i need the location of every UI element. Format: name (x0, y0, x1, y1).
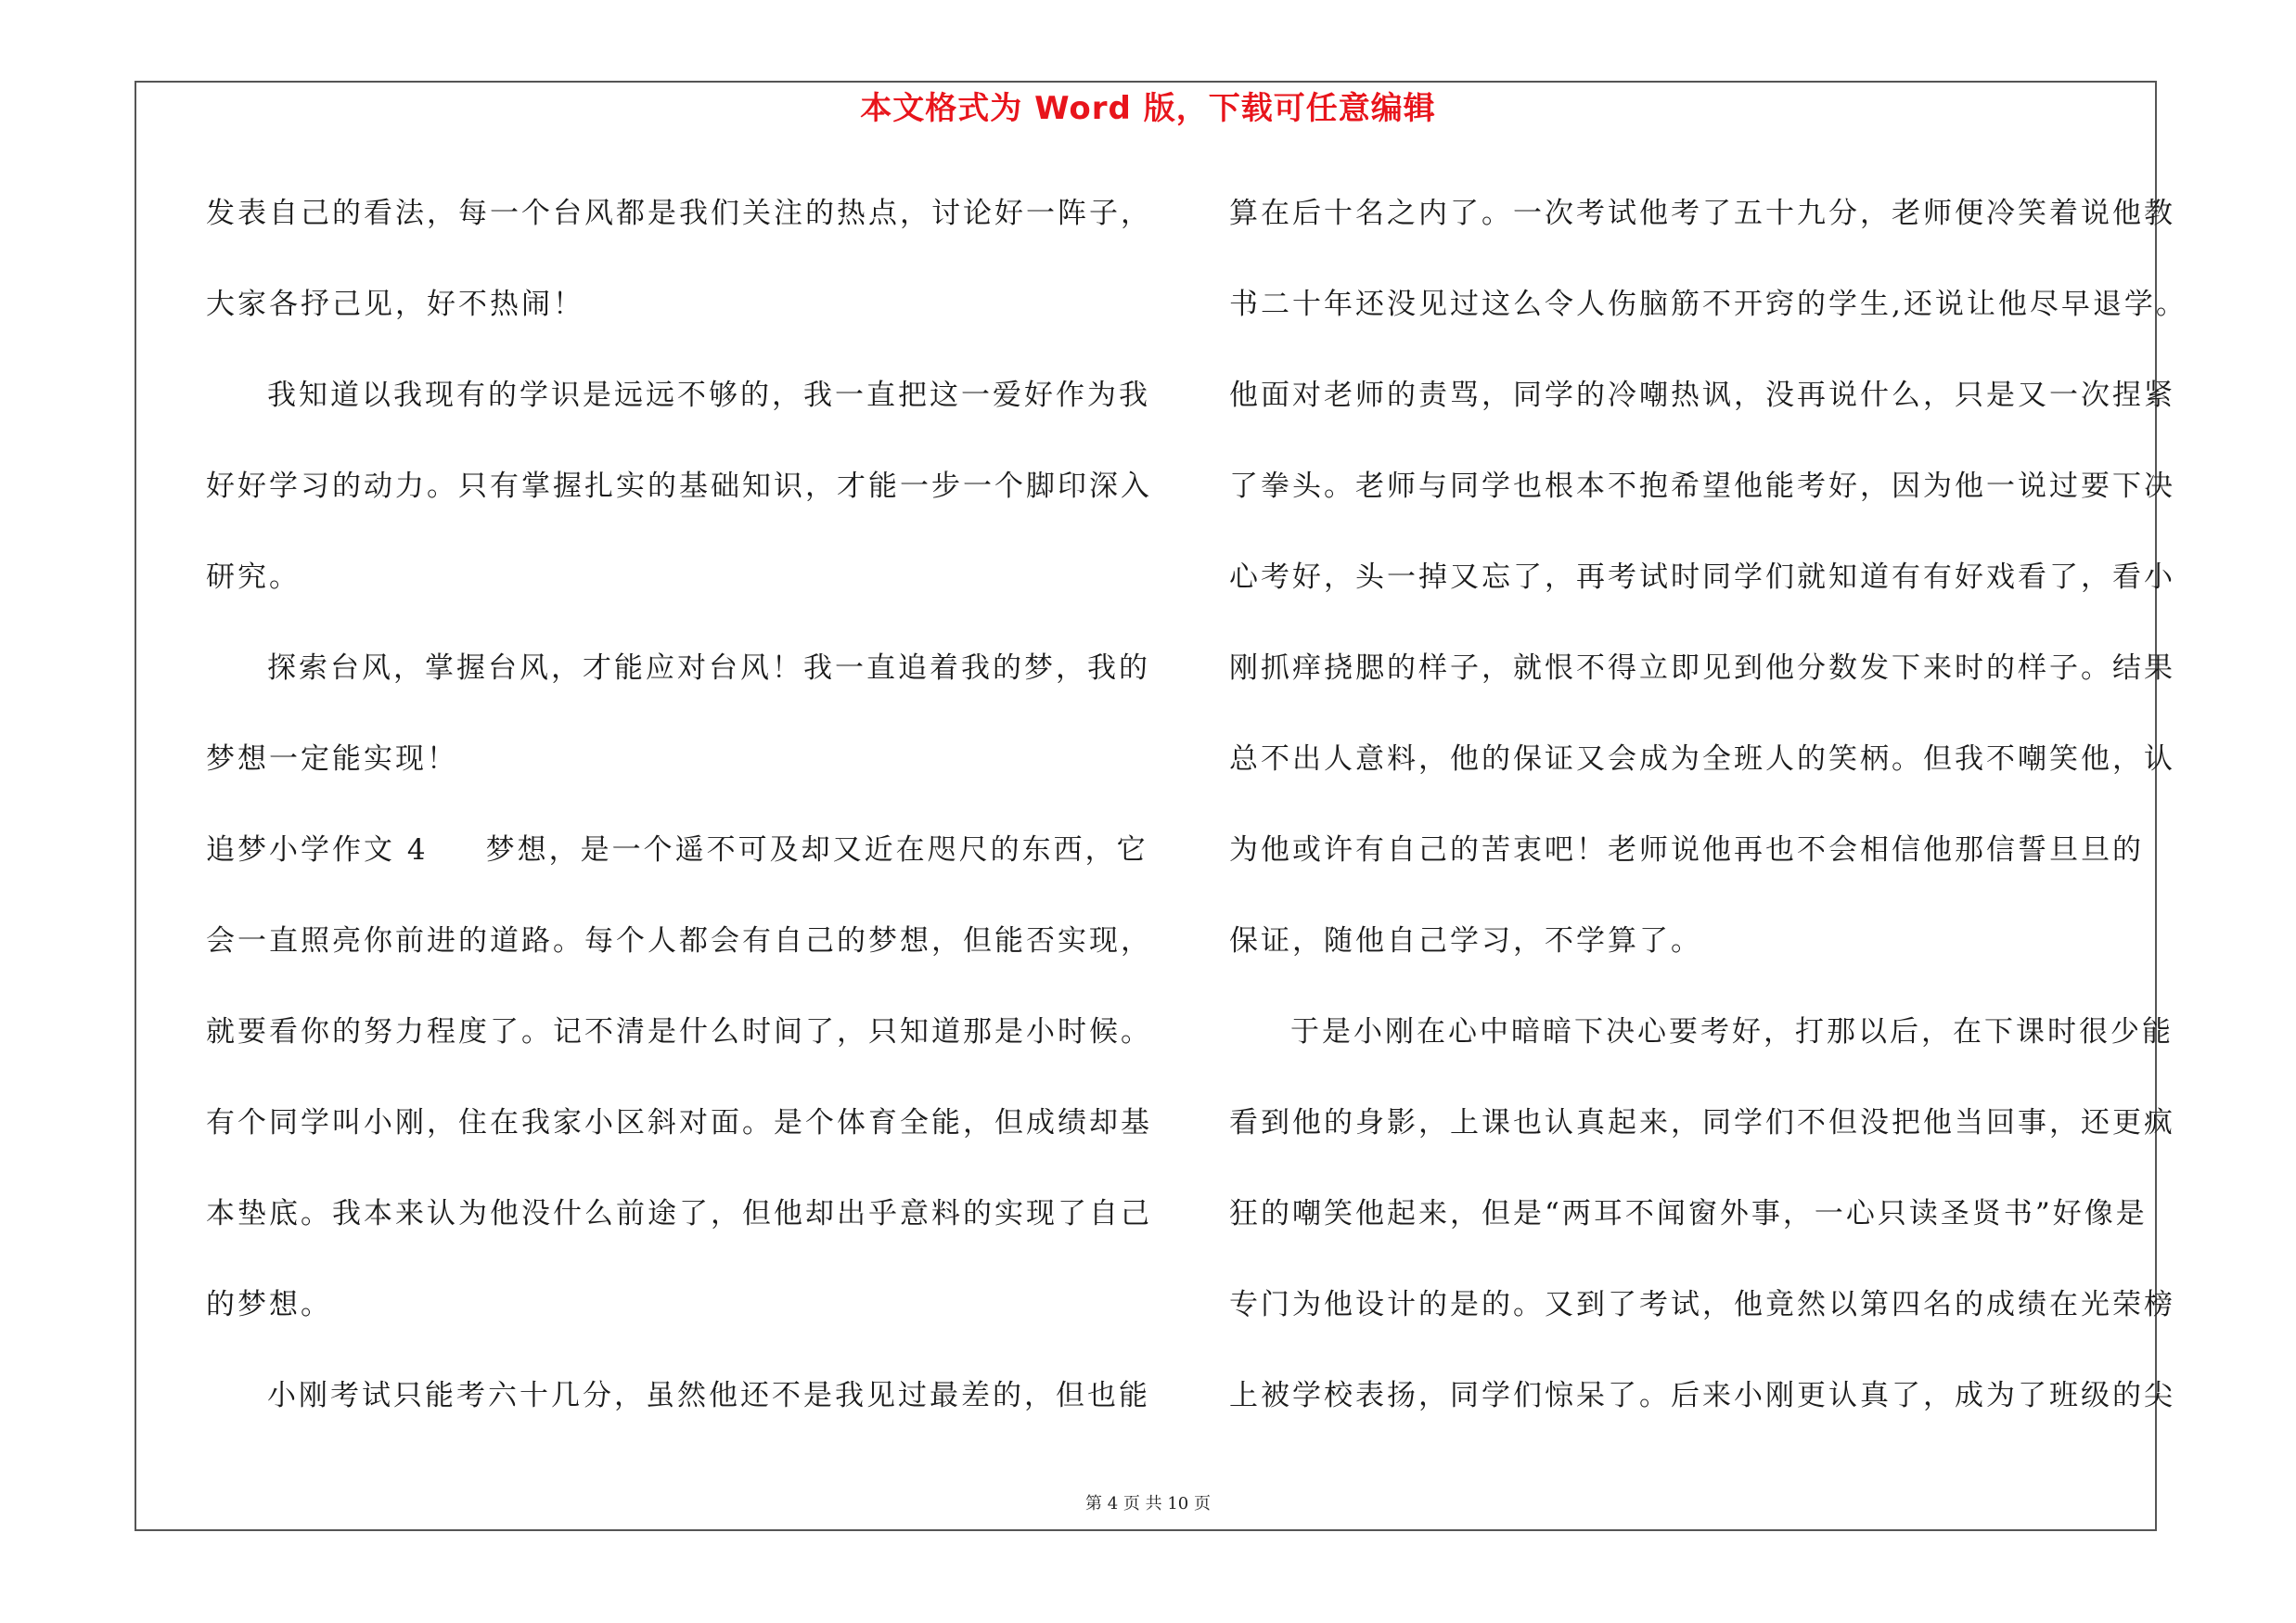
text-line: 狂的嘲笑他起来，但是“两耳不闻窗外事，一心只读圣贤书”好像是 (1229, 1197, 2148, 1230)
section-title-line (206, 818, 1152, 908)
text-line: 于是小刚在心中暗暗下决心要考好，打那以后，在下课时很少能 (1290, 1015, 2174, 1049)
text-line: 为他或许有自己的苦衷吧！老师说他再也不会相信他那信誓旦旦的 (1229, 833, 2144, 867)
left-column (206, 181, 1152, 1454)
text-line: 保证，随他自己学习，不学算了。 (1229, 924, 1702, 958)
text-line: 专门为他设计的是的。又到了考试，他竟然以第四名的成绩在光荣榜 (1229, 1288, 2175, 1321)
text-line: 总不出人意料，他的保证又会成为全班人的笑柄。但我不嘲笑他，认 (1229, 742, 2175, 776)
header-banner: 本文格式为 Word 版，下载可任意编辑 (860, 90, 1436, 127)
text-line: 的梦想。 (206, 1288, 332, 1321)
text-line: 上被学校表扬，同学们惊呆了。后来小刚更认真了，成为了班级的尖 (1229, 1379, 2175, 1412)
text-line: 会一直照亮你前进的道路。每个人都会有自己的梦想，但能否实现， (206, 924, 1152, 958)
text-line: 大家各抒己见，好不热闹！ (206, 288, 584, 321)
text-line: 算在后十名之内了。一次考试他考了五十九分，老师便冷笑着说他教 (1229, 197, 2175, 230)
text-line: 心考好，头一掉又忘了，再考试时同学们就知道有有好戏看了，看小 (1229, 560, 2175, 594)
text-line: 探索台风，掌握台风，才能应对台风！我一直追着我的梦，我的 (267, 651, 1150, 685)
text-line: 本垫底。我本来认为他没什么前途了，但他却出乎意料的实现了自己 (206, 1197, 1152, 1230)
text-line: 就要看你的努力程度了。记不清是什么时间了，只知道那是小时候。 (206, 1015, 1152, 1049)
text-line: 梦想一定能实现！ (206, 742, 458, 776)
text-line: 有个同学叫小刚，住在我家小区斜对面。是个体育全能，但成绩却基 (206, 1106, 1152, 1140)
text-line: 小刚考试只能考六十几分，虽然他还不是我见过最差的，但也能 (267, 1379, 1150, 1412)
text-line: 研究。 (206, 560, 301, 594)
text-line: 梦想，是一个遥不可及却又近在咫尺的东西，它 (485, 833, 1148, 867)
page-indicator: 第 4 页 共 10 页 (1085, 1494, 1211, 1514)
text-line: 好好学习的动力。只有掌握扎实的基础知识，才能一步一个脚印深入 (206, 470, 1152, 503)
text-line: 了拳头。老师与同学也根本不抱希望他能考好，因为他一说过要下决 (1229, 470, 2175, 503)
text-line: 发表自己的看法，每一个台风都是我们关注的热点，讨论好一阵子， (206, 197, 1152, 230)
right-column (1229, 181, 2185, 1454)
text-line: 他面对老师的责骂，同学的冷嘲热讽，没再说什么，只是又一次捏紧 (1229, 379, 2175, 412)
text-line: 书二十年还没见过这么令人伤脑筋不开窍的学生,还说让他尽早退学。 (1229, 288, 2187, 321)
text-line: 我知道以我现有的学识是远远不够的，我一直把这一爱好作为我 (267, 379, 1150, 412)
text-line: 刚抓痒挠腮的样子，就恨不得立即见到他分数发下来时的样子。结果 (1229, 651, 2175, 685)
text-line: 看到他的身影，上课也认真起来，同学们不但没把他当回事，还更疯 (1229, 1106, 2175, 1140)
section-title: 追梦小学作文 4 (206, 833, 429, 867)
